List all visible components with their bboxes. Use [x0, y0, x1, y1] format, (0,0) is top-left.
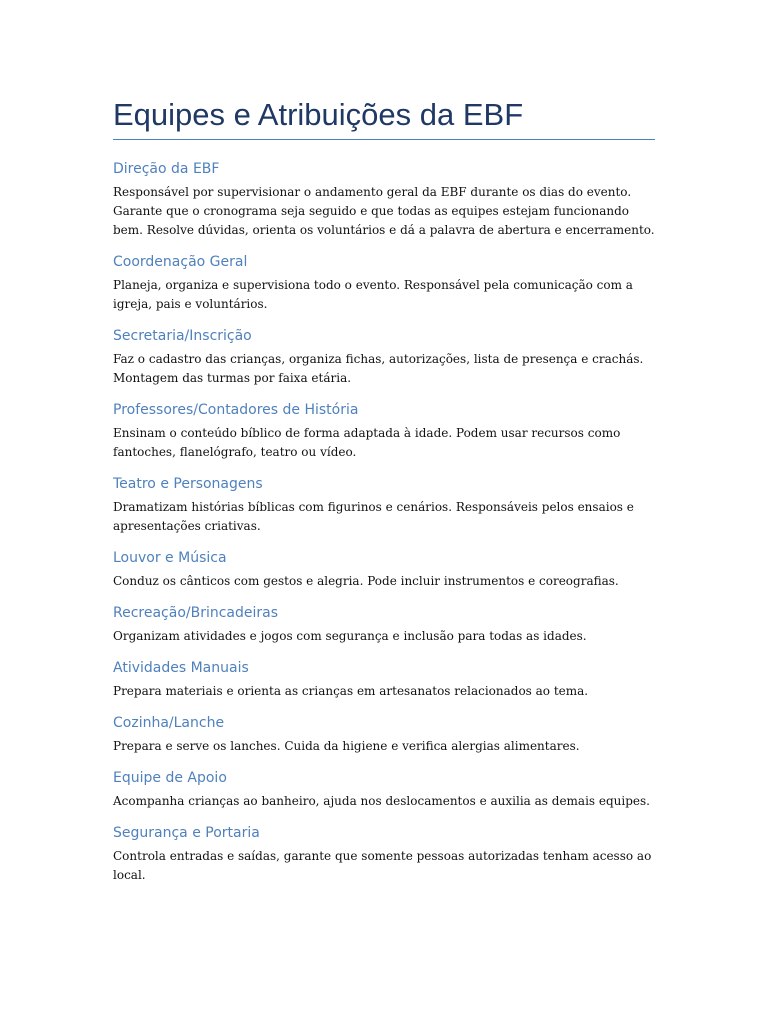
page-title: Equipes e Atribuições da EBF [113, 95, 655, 140]
sections-list [113, 160, 655, 885]
section-heading: Coordenação Geral [113, 254, 248, 270]
section-body: Acompanha crianças ao banheiro, ajuda nos deslocamentos e auxilia as demais equipes. [113, 794, 650, 808]
section-coordenacao [113, 253, 655, 314]
section-direcao [113, 160, 655, 240]
section-recreacao [113, 604, 655, 646]
section-heading: Cozinha/Lanche [113, 715, 225, 731]
section-louvor [113, 549, 655, 591]
section-body: Ensinam o conteúdo bíblico de forma adaptada à idade. Podem usar recursos como fantoches, flanelógrafo, teatro ou vídeo. [113, 426, 621, 459]
section-heading: Teatro e Personagens [113, 476, 263, 492]
section-heading: Louvor e Música [113, 550, 227, 566]
section-heading: Atividades Manuais [113, 660, 249, 676]
section-heading: Professores/Contadores de História [113, 402, 359, 418]
section-heading: Secretaria/Inscrição [113, 328, 252, 344]
section-cozinha [113, 714, 655, 756]
section-heading: Recreação/Brincadeiras [113, 605, 279, 621]
section-heading: Equipe de Apoio [113, 770, 227, 786]
section-heading: Segurança e Portaria [113, 825, 260, 841]
section-body: Faz o cadastro das crianças, organiza fichas, autorizações, lista de presença e crachás. Montagem das turmas por faixa etária. [113, 352, 644, 385]
section-body: Responsável por supervisionar o andamento geral da EBF durante os dias do evento. Garante que o cronograma seja seguido e que todas as equipes estejam funcionando bem. Resolve dúvidas, orienta os voluntários e dá a palavra de abertura e encerramento. [113, 185, 655, 237]
section-body: Prepara materiais e orienta as crianças em artesanatos relacionados ao tema. [113, 684, 589, 698]
section-teatro [113, 475, 655, 536]
section-professores [113, 401, 655, 462]
section-body: Organizam atividades e jogos com segurança e inclusão para todas as idades. [113, 629, 587, 643]
section-body: Dramatizam histórias bíblicas com figurinos e cenários. Responsáveis pelos ensaios e apresentações criativas. [113, 500, 634, 533]
section-body: Conduz os cânticos com gestos e alegria. Pode incluir instrumentos e coreografias. [113, 574, 619, 588]
section-body: Controla entradas e saídas, garante que somente pessoas autorizadas tenham acesso ao local. [113, 849, 652, 882]
section-atividades-manuais [113, 659, 655, 701]
section-secretaria [113, 327, 655, 388]
document-page [113, 95, 655, 898]
section-body: Planeja, organiza e supervisiona todo o evento. Responsável pela comunicação com a igreja, pais e voluntários. [113, 278, 633, 311]
section-seguranca [113, 824, 655, 885]
section-heading: Direção da EBF [113, 161, 220, 177]
section-body: Prepara e serve os lanches. Cuida da higiene e verifica alergias alimentares. [113, 739, 580, 753]
section-apoio [113, 769, 655, 811]
